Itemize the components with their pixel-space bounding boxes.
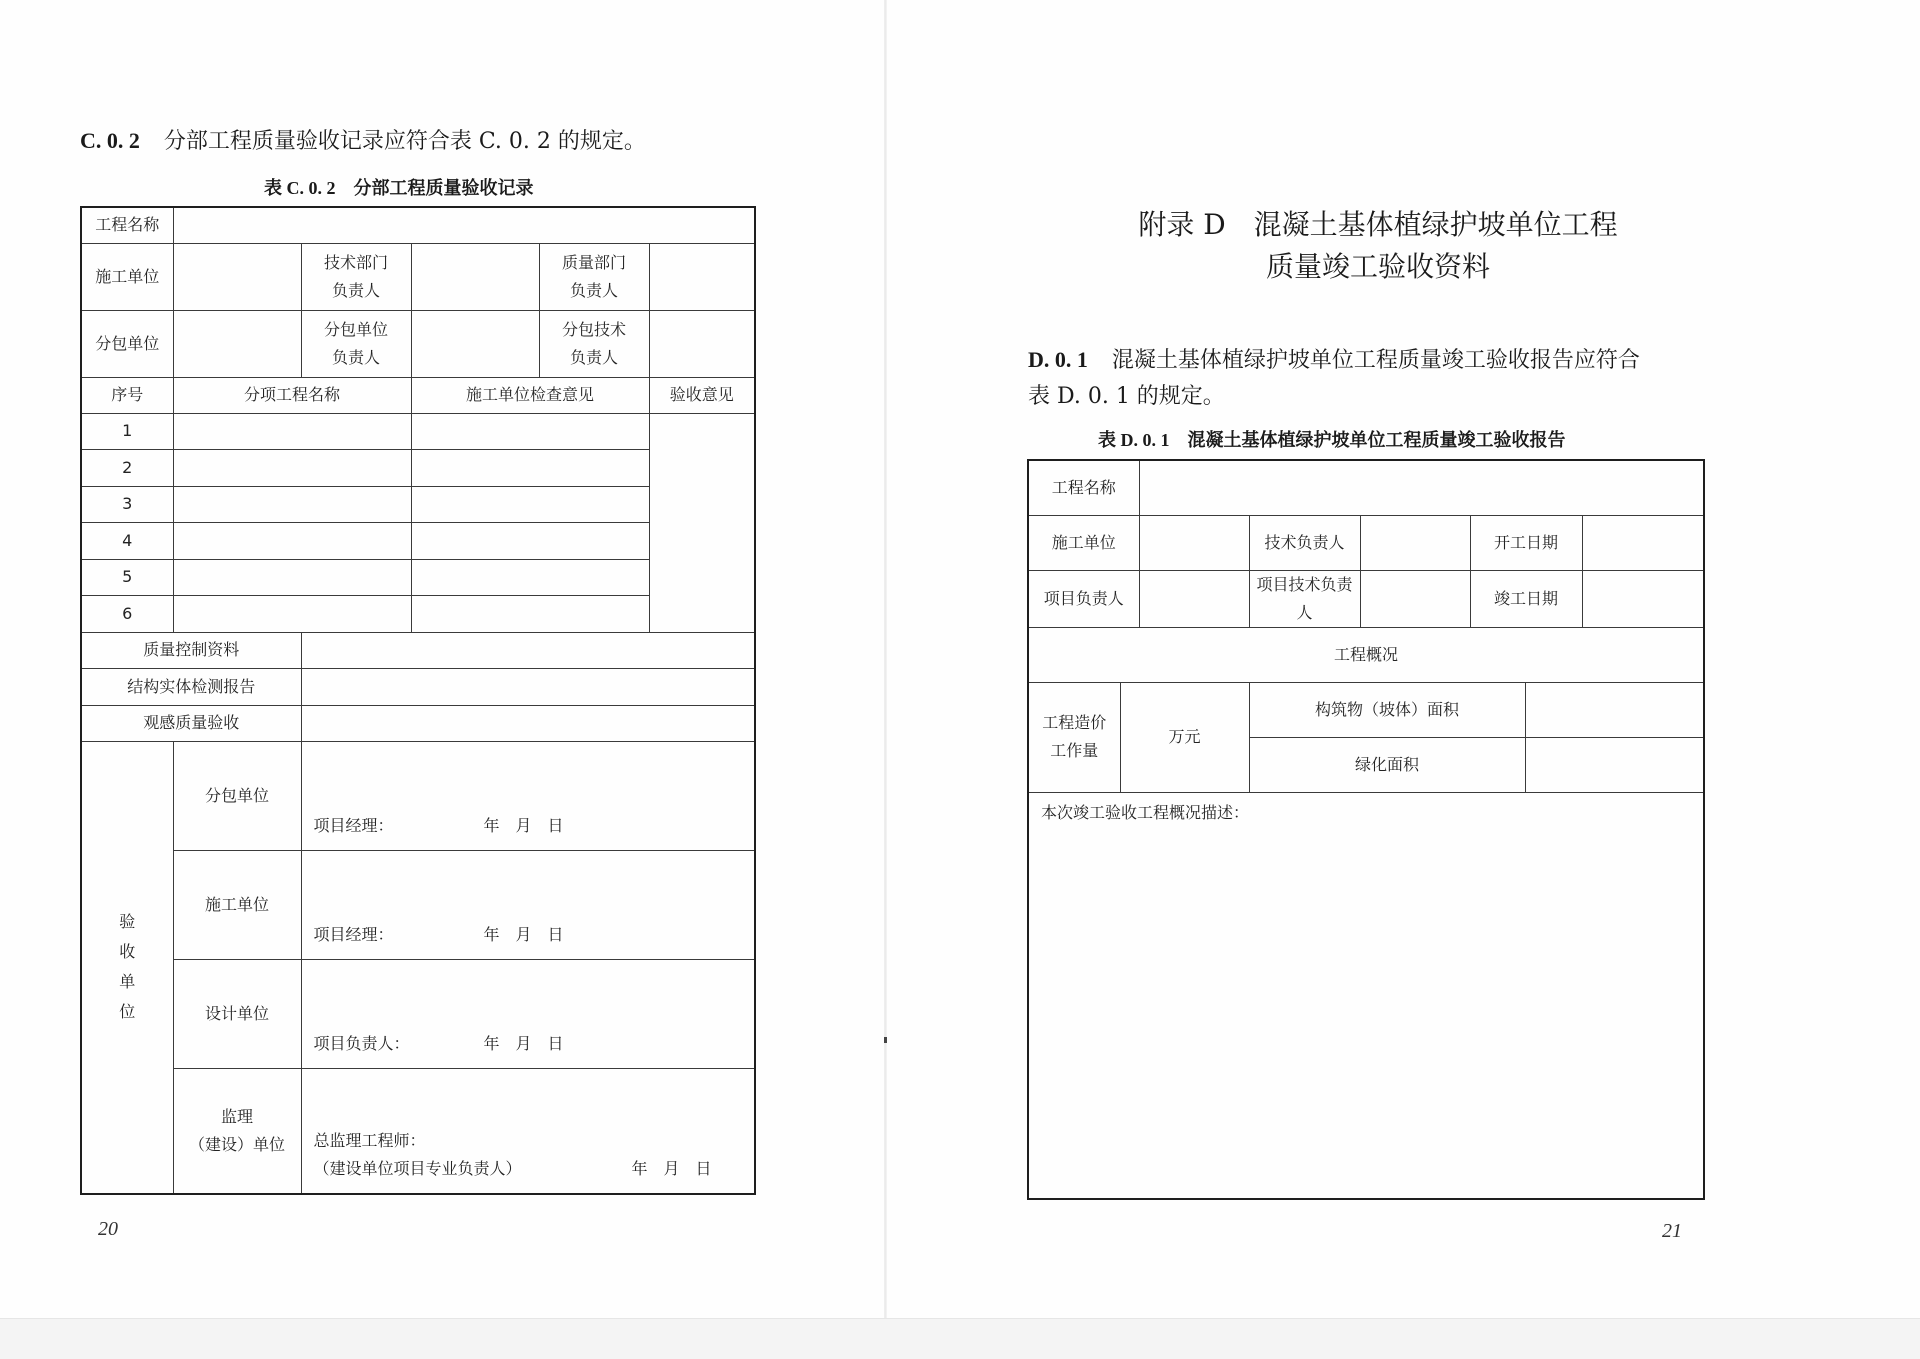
row-project-name bbox=[81, 207, 755, 243]
row-acceptance-subcontractor bbox=[81, 742, 755, 851]
row-acceptance-design bbox=[81, 960, 755, 1069]
row-column-headers bbox=[81, 377, 755, 413]
field-construction-check[interactable] bbox=[411, 596, 649, 633]
appendix-title-line2: 质量竣工验收资料 bbox=[1265, 250, 1490, 283]
clause-text-line2: 表 D. 0. 1 的规定。 bbox=[1028, 384, 1225, 409]
row-serial: 1 bbox=[81, 413, 173, 450]
row-acceptance-supervision bbox=[81, 1069, 755, 1194]
field-item-name[interactable] bbox=[173, 559, 411, 596]
label-subcontractor-head: 分包单位 负责人 bbox=[301, 310, 411, 377]
appendix-title-line1: 附录 D 混凝土基体植绿护坡单位工程 bbox=[1138, 208, 1618, 241]
label-start-date: 开工日期 bbox=[1470, 515, 1582, 570]
caption-number: 表 C. 0. 2 bbox=[264, 178, 336, 198]
clause-number: D. 0. 1 bbox=[1028, 347, 1088, 372]
label-tech-dept-head: 技术部门 负责人 bbox=[301, 243, 411, 310]
header-item-name: 分项工程名称 bbox=[173, 377, 411, 413]
row-project-head bbox=[1028, 570, 1704, 627]
label-unit-design: 设计单位 bbox=[173, 960, 301, 1069]
clause-number: C. 0. 2 bbox=[80, 128, 140, 153]
field-cost[interactable] bbox=[1120, 682, 1249, 792]
signature-design[interactable]: 项目负责人： 年 月 日 bbox=[301, 960, 755, 1069]
label-description: 本次竣工验收工程概况描述： bbox=[1041, 802, 1250, 822]
table-c02-subsection-acceptance bbox=[80, 206, 756, 1195]
row-construction-unit bbox=[81, 243, 755, 310]
book-gutter bbox=[884, 0, 887, 1318]
table-d01-completion-report bbox=[1027, 459, 1705, 1200]
field-item-name[interactable] bbox=[173, 450, 411, 487]
field-project-head[interactable] bbox=[1139, 570, 1249, 627]
field-tech-dept-head[interactable] bbox=[411, 243, 539, 310]
row-project-name bbox=[1028, 460, 1704, 515]
row-acceptance-construction bbox=[81, 851, 755, 960]
row-construction-unit bbox=[1028, 515, 1704, 570]
label-project-tech-head: 项目技术负责人 bbox=[1249, 570, 1360, 627]
label-project-name: 工程名称 bbox=[1028, 460, 1139, 515]
label-structure-area: 构筑物（坡体）面积 bbox=[1249, 682, 1525, 737]
field-subcontractor-tech-head[interactable] bbox=[649, 310, 755, 377]
field-tech-head[interactable] bbox=[1360, 515, 1470, 570]
row-cost-structure-area bbox=[1028, 682, 1704, 737]
field-construction-check[interactable] bbox=[411, 413, 649, 450]
field-green-area[interactable] bbox=[1525, 737, 1704, 792]
label-project-head: 项目负责人 bbox=[1028, 570, 1139, 627]
label-quality-dept-head: 质量部门 负责人 bbox=[539, 243, 649, 310]
row-visual-quality bbox=[81, 705, 755, 742]
clause-d01 bbox=[1028, 342, 1640, 415]
label-unit-construction: 施工单位 bbox=[173, 851, 301, 960]
field-structure-test-report[interactable] bbox=[301, 669, 755, 706]
label-project-name: 工程名称 bbox=[81, 207, 173, 243]
field-construction-check[interactable] bbox=[411, 450, 649, 487]
field-project-name[interactable] bbox=[173, 207, 755, 243]
label-acceptance-units: 验 收 单 位 bbox=[81, 742, 173, 1194]
field-acceptance-opinion[interactable] bbox=[649, 413, 755, 632]
scan-mark bbox=[884, 1037, 887, 1043]
page-number-left: 20 bbox=[98, 1218, 118, 1240]
field-quality-control-data[interactable] bbox=[301, 632, 755, 669]
clause-text-line1: 混凝土基体植绿护坡单位工程质量竣工验收报告应符合 bbox=[1111, 348, 1640, 373]
label-subcontractor-tech-head: 分包技术 负责人 bbox=[539, 310, 649, 377]
field-project-name[interactable] bbox=[1139, 460, 1704, 515]
header-serial: 序号 bbox=[81, 377, 173, 413]
row-description bbox=[1028, 792, 1704, 1199]
row-overview-header bbox=[1028, 627, 1704, 682]
page-number-right: 21 bbox=[1662, 1220, 1682, 1242]
field-item-name[interactable] bbox=[173, 413, 411, 450]
cost-unit: 万元 bbox=[1168, 727, 1201, 746]
signature-supervision[interactable]: 总监理工程师： （建设单位项目专业负责人） 年 月 日 bbox=[301, 1069, 755, 1194]
table-caption-c02 bbox=[264, 174, 534, 200]
caption-title: 混凝土基体植绿护坡单位工程质量竣工验收报告 bbox=[1187, 430, 1566, 451]
label-subcontractor: 分包单位 bbox=[81, 310, 173, 377]
field-project-tech-head[interactable] bbox=[1360, 570, 1470, 627]
table-row bbox=[81, 413, 755, 450]
field-item-name[interactable] bbox=[173, 486, 411, 523]
signature-construction[interactable]: 项目经理： 年 月 日 bbox=[301, 851, 755, 960]
row-subcontractor bbox=[81, 310, 755, 377]
field-construction-check[interactable] bbox=[411, 559, 649, 596]
header-acceptance-opinion: 验收意见 bbox=[649, 377, 755, 413]
row-structure-test-report bbox=[81, 669, 755, 706]
label-unit-supervision: 监理 （建设）单位 bbox=[173, 1069, 301, 1194]
row-quality-control-data bbox=[81, 632, 755, 669]
clause-c02 bbox=[80, 124, 646, 155]
label-completion-date: 竣工日期 bbox=[1470, 570, 1582, 627]
caption-title: 分部工程质量验收记录 bbox=[353, 178, 534, 199]
field-visual-quality[interactable] bbox=[301, 705, 755, 742]
label-quality-control-data: 质量控制资料 bbox=[81, 632, 301, 669]
scanner-bed-edge bbox=[0, 1318, 1920, 1359]
caption-number: 表 D. 0. 1 bbox=[1098, 430, 1170, 450]
label-structure-test-report: 结构实体检测报告 bbox=[81, 669, 301, 706]
field-construction-check[interactable] bbox=[411, 523, 649, 560]
row-serial: 6 bbox=[81, 596, 173, 633]
field-construction-unit[interactable] bbox=[1139, 515, 1249, 570]
label-tech-head: 技术负责人 bbox=[1249, 515, 1360, 570]
appendix-d-title bbox=[1028, 204, 1728, 288]
clause-text: 分部工程质量验收记录应符合表 C. 0. 2 的规定。 bbox=[163, 129, 646, 154]
label-construction-unit: 施工单位 bbox=[81, 243, 173, 310]
header-construction-check: 施工单位检查意见 bbox=[411, 377, 649, 413]
field-start-date[interactable] bbox=[1582, 515, 1704, 570]
signature-subcontractor[interactable]: 项目经理： 年 月 日 bbox=[301, 742, 755, 851]
table-caption-d01 bbox=[1098, 426, 1566, 452]
field-quality-dept-head[interactable] bbox=[649, 243, 755, 310]
field-construction-unit[interactable] bbox=[173, 243, 301, 310]
label-visual-quality: 观感质量验收 bbox=[81, 705, 301, 742]
field-subcontractor-head[interactable] bbox=[411, 310, 539, 377]
field-construction-check[interactable] bbox=[411, 486, 649, 523]
field-description[interactable] bbox=[1028, 792, 1704, 1199]
row-serial: 2 bbox=[81, 450, 173, 487]
field-item-name[interactable] bbox=[173, 523, 411, 560]
label-unit-subcontractor: 分包单位 bbox=[173, 742, 301, 851]
field-structure-area[interactable] bbox=[1525, 682, 1704, 737]
row-serial: 4 bbox=[81, 523, 173, 560]
row-serial: 3 bbox=[81, 486, 173, 523]
row-serial: 5 bbox=[81, 559, 173, 596]
label-cost: 工程造价 工作量 bbox=[1028, 682, 1120, 792]
label-construction-unit: 施工单位 bbox=[1028, 515, 1139, 570]
field-item-name[interactable] bbox=[173, 596, 411, 633]
label-overview: 工程概况 bbox=[1028, 627, 1704, 682]
field-completion-date[interactable] bbox=[1582, 570, 1704, 627]
label-green-area: 绿化面积 bbox=[1249, 737, 1525, 792]
field-subcontractor[interactable] bbox=[173, 310, 301, 377]
